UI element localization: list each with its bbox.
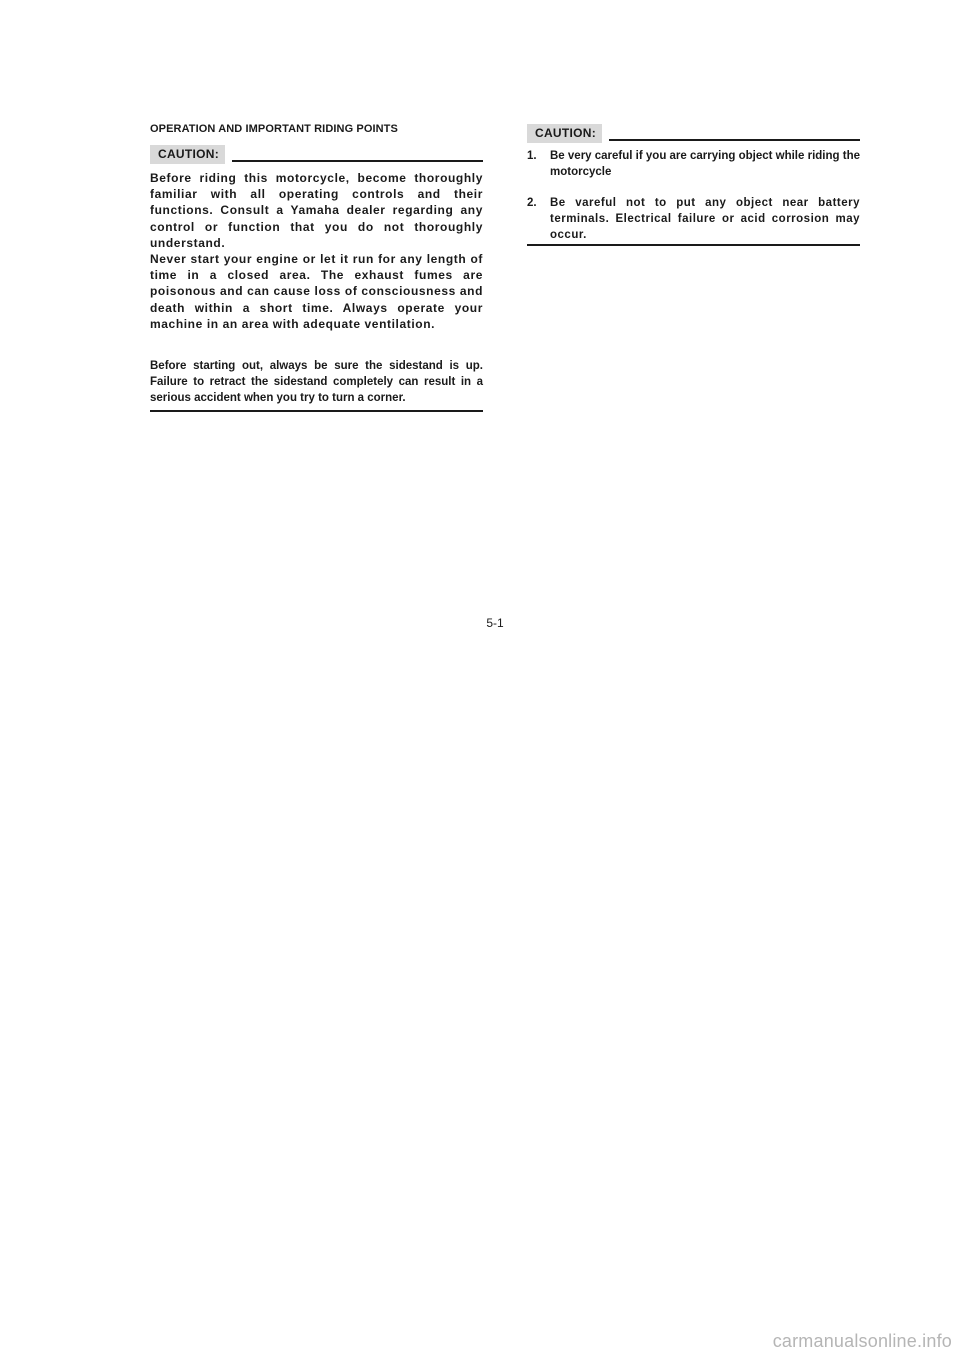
- caution-paragraph-sidestand: Before starting out, always be sure the sidestand is up. Failure to retract the sidestand completely can result in a serious accident when you try to turn a corner.: [150, 360, 483, 405]
- list-item: [527, 148, 860, 180]
- list-item: [527, 195, 860, 244]
- caution-badge: CAUTION:: [150, 145, 225, 164]
- watermark: carmanualsonline.info: [772, 1331, 952, 1351]
- caution-rule: [609, 139, 860, 141]
- list-item-text: Be vareful not to put any object near battery terminals. Electrical failure or acid corrosion may occur.: [550, 197, 860, 242]
- caution-rule: [232, 160, 483, 162]
- page-number: 5-1: [486, 616, 504, 630]
- caution-header-left: [150, 145, 483, 165]
- list-item-number: 2.: [527, 197, 537, 209]
- list-item-text: Be very careful if you are carrying object while riding the motorcycle: [550, 150, 860, 179]
- caution-paragraph-exhaust: Never start your engine or let it run for any length of time in a closed area. The exhaust fumes are poisonous and can cause loss of consciousness and death within a short time. Always operate your machine in an area with adequate ventilation.: [150, 252, 483, 331]
- caution-paragraph-controls: Before riding this motorcycle, become thoroughly familiar with all operating controls and their functions. Consult a Yamaha dealer regarding any control or function that you do not thoroughly understand.: [150, 171, 483, 250]
- section-title: OPERATION AND IMPORTANT RIDING POINTS: [150, 123, 398, 135]
- caution-end-rule: [150, 410, 483, 412]
- caution-end-rule: [527, 244, 860, 246]
- caution-header-right: [527, 124, 860, 144]
- caution-badge: CAUTION:: [527, 124, 602, 143]
- list-item-number: 1.: [527, 150, 537, 162]
